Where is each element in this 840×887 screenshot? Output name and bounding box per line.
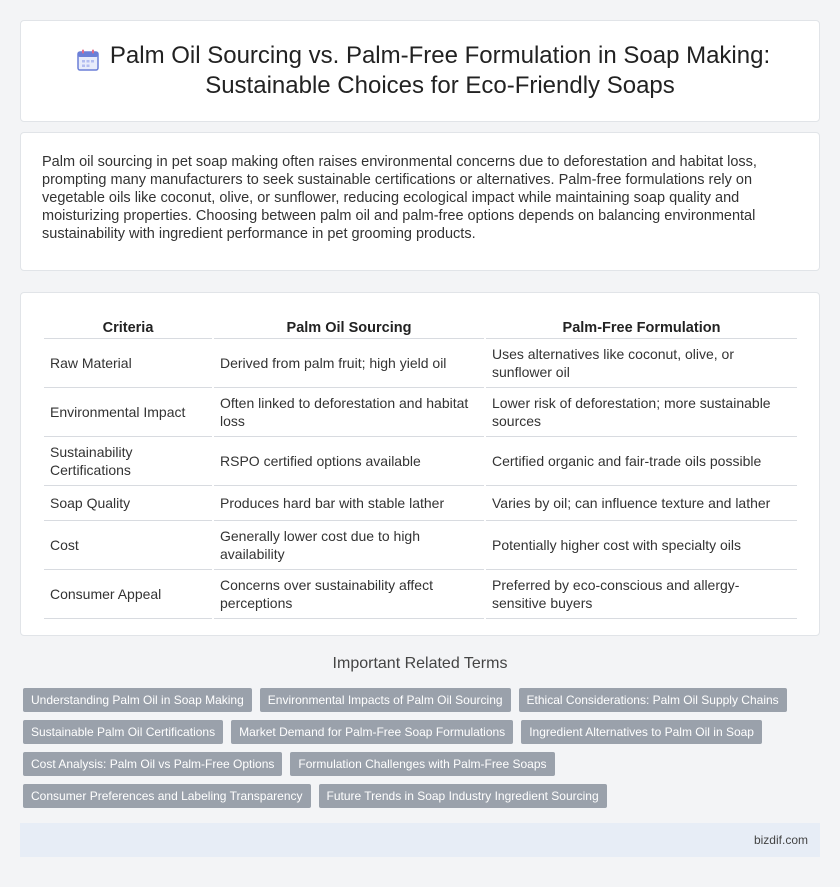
header-card	[20, 20, 820, 122]
table-cell: Soap Quality	[44, 486, 212, 521]
related-term-tag[interactable]: Ingredient Alternatives to Palm Oil in Soap	[521, 720, 762, 744]
table-row	[44, 388, 797, 437]
table-row	[44, 339, 797, 388]
footer	[20, 823, 820, 857]
related-term-tag[interactable]: Environmental Impacts of Palm Oil Sourcing	[260, 688, 511, 712]
footer-site-link[interactable]: bizdif.com	[753, 833, 808, 847]
table-row	[44, 570, 797, 619]
related-term-tag[interactable]: Formulation Challenges with Palm-Free Soaps	[290, 752, 554, 776]
table-cell: Preferred by eco-conscious and allergy-sensitive buyers	[486, 570, 797, 619]
table-cell: Uses alternatives like coconut, olive, or sunflower oil	[486, 339, 797, 388]
table-row	[44, 521, 797, 570]
column-header-palm-oil: Palm Oil Sourcing	[214, 313, 484, 339]
comparison-table	[42, 313, 799, 619]
comparison-table-card	[20, 292, 820, 636]
related-term-tag[interactable]: Cost Analysis: Palm Oil vs Palm-Free Options	[23, 752, 282, 776]
table-cell: Concerns over sustainability affect perceptions	[214, 570, 484, 619]
table-cell: Sustainability Certifications	[44, 437, 212, 486]
related-term-tag[interactable]: Understanding Palm Oil in Soap Making	[23, 688, 252, 712]
column-header-criteria: Criteria	[44, 313, 212, 339]
table-cell: Raw Material	[44, 339, 212, 388]
column-header-palm-free: Palm-Free Formulation	[486, 313, 797, 339]
related-term-tag[interactable]: Sustainable Palm Oil Certifications	[23, 720, 223, 744]
table-cell: Generally lower cost due to high availability	[214, 521, 484, 570]
related-term-tag[interactable]: Consumer Preferences and Labeling Transparency	[23, 784, 311, 808]
related-term-tag[interactable]: Ethical Considerations: Palm Oil Supply Chains	[519, 688, 787, 712]
table-cell: Varies by oil; can influence texture and lather	[486, 486, 797, 521]
table-row	[44, 437, 797, 486]
table-cell: Potentially higher cost with specialty oils	[486, 521, 797, 570]
table-cell: Often linked to deforestation and habitat loss	[214, 388, 484, 437]
table-cell: Consumer Appeal	[44, 570, 212, 619]
table-header-row	[44, 313, 797, 339]
table-cell: Lower risk of deforestation; more sustainable sources	[486, 388, 797, 437]
summary-paragraph: Palm oil sourcing in pet soap making often raises environmental concerns due to deforestation and habitat loss, prompting many manufacturers to seek sustainable certifications or alternatives. Palm-free formulations rely on vegetable oils like coconut, olive, or sunflower, reducing ecological impact while maintaining soap quality and moisturizing properties. Choosing between palm oil and palm-free options depends on balancing environmental sustainability with ingredient performance in pet grooming products.	[42, 154, 757, 242]
page-title: Palm Oil Sourcing vs. Palm-Free Formulation in Soap Making: Sustainable Choices for Eco-Friendly Soaps	[109, 42, 771, 99]
related-terms-list	[23, 688, 803, 816]
table-row	[44, 486, 797, 521]
table-cell: Environmental Impact	[44, 388, 212, 437]
summary-card	[20, 132, 820, 271]
table-cell: Certified organic and fair-trade oils possible	[486, 437, 797, 486]
related-term-tag[interactable]: Future Trends in Soap Industry Ingredient Sourcing	[319, 784, 607, 808]
table-cell: RSPO certified options available	[214, 437, 484, 486]
related-terms-heading: Important Related Terms	[332, 655, 508, 672]
table-cell: Derived from palm fruit; high yield oil	[214, 339, 484, 388]
table-cell: Cost	[44, 521, 212, 570]
related-term-tag[interactable]: Market Demand for Palm-Free Soap Formulations	[231, 720, 513, 744]
table-cell: Produces hard bar with stable lather	[214, 486, 484, 521]
